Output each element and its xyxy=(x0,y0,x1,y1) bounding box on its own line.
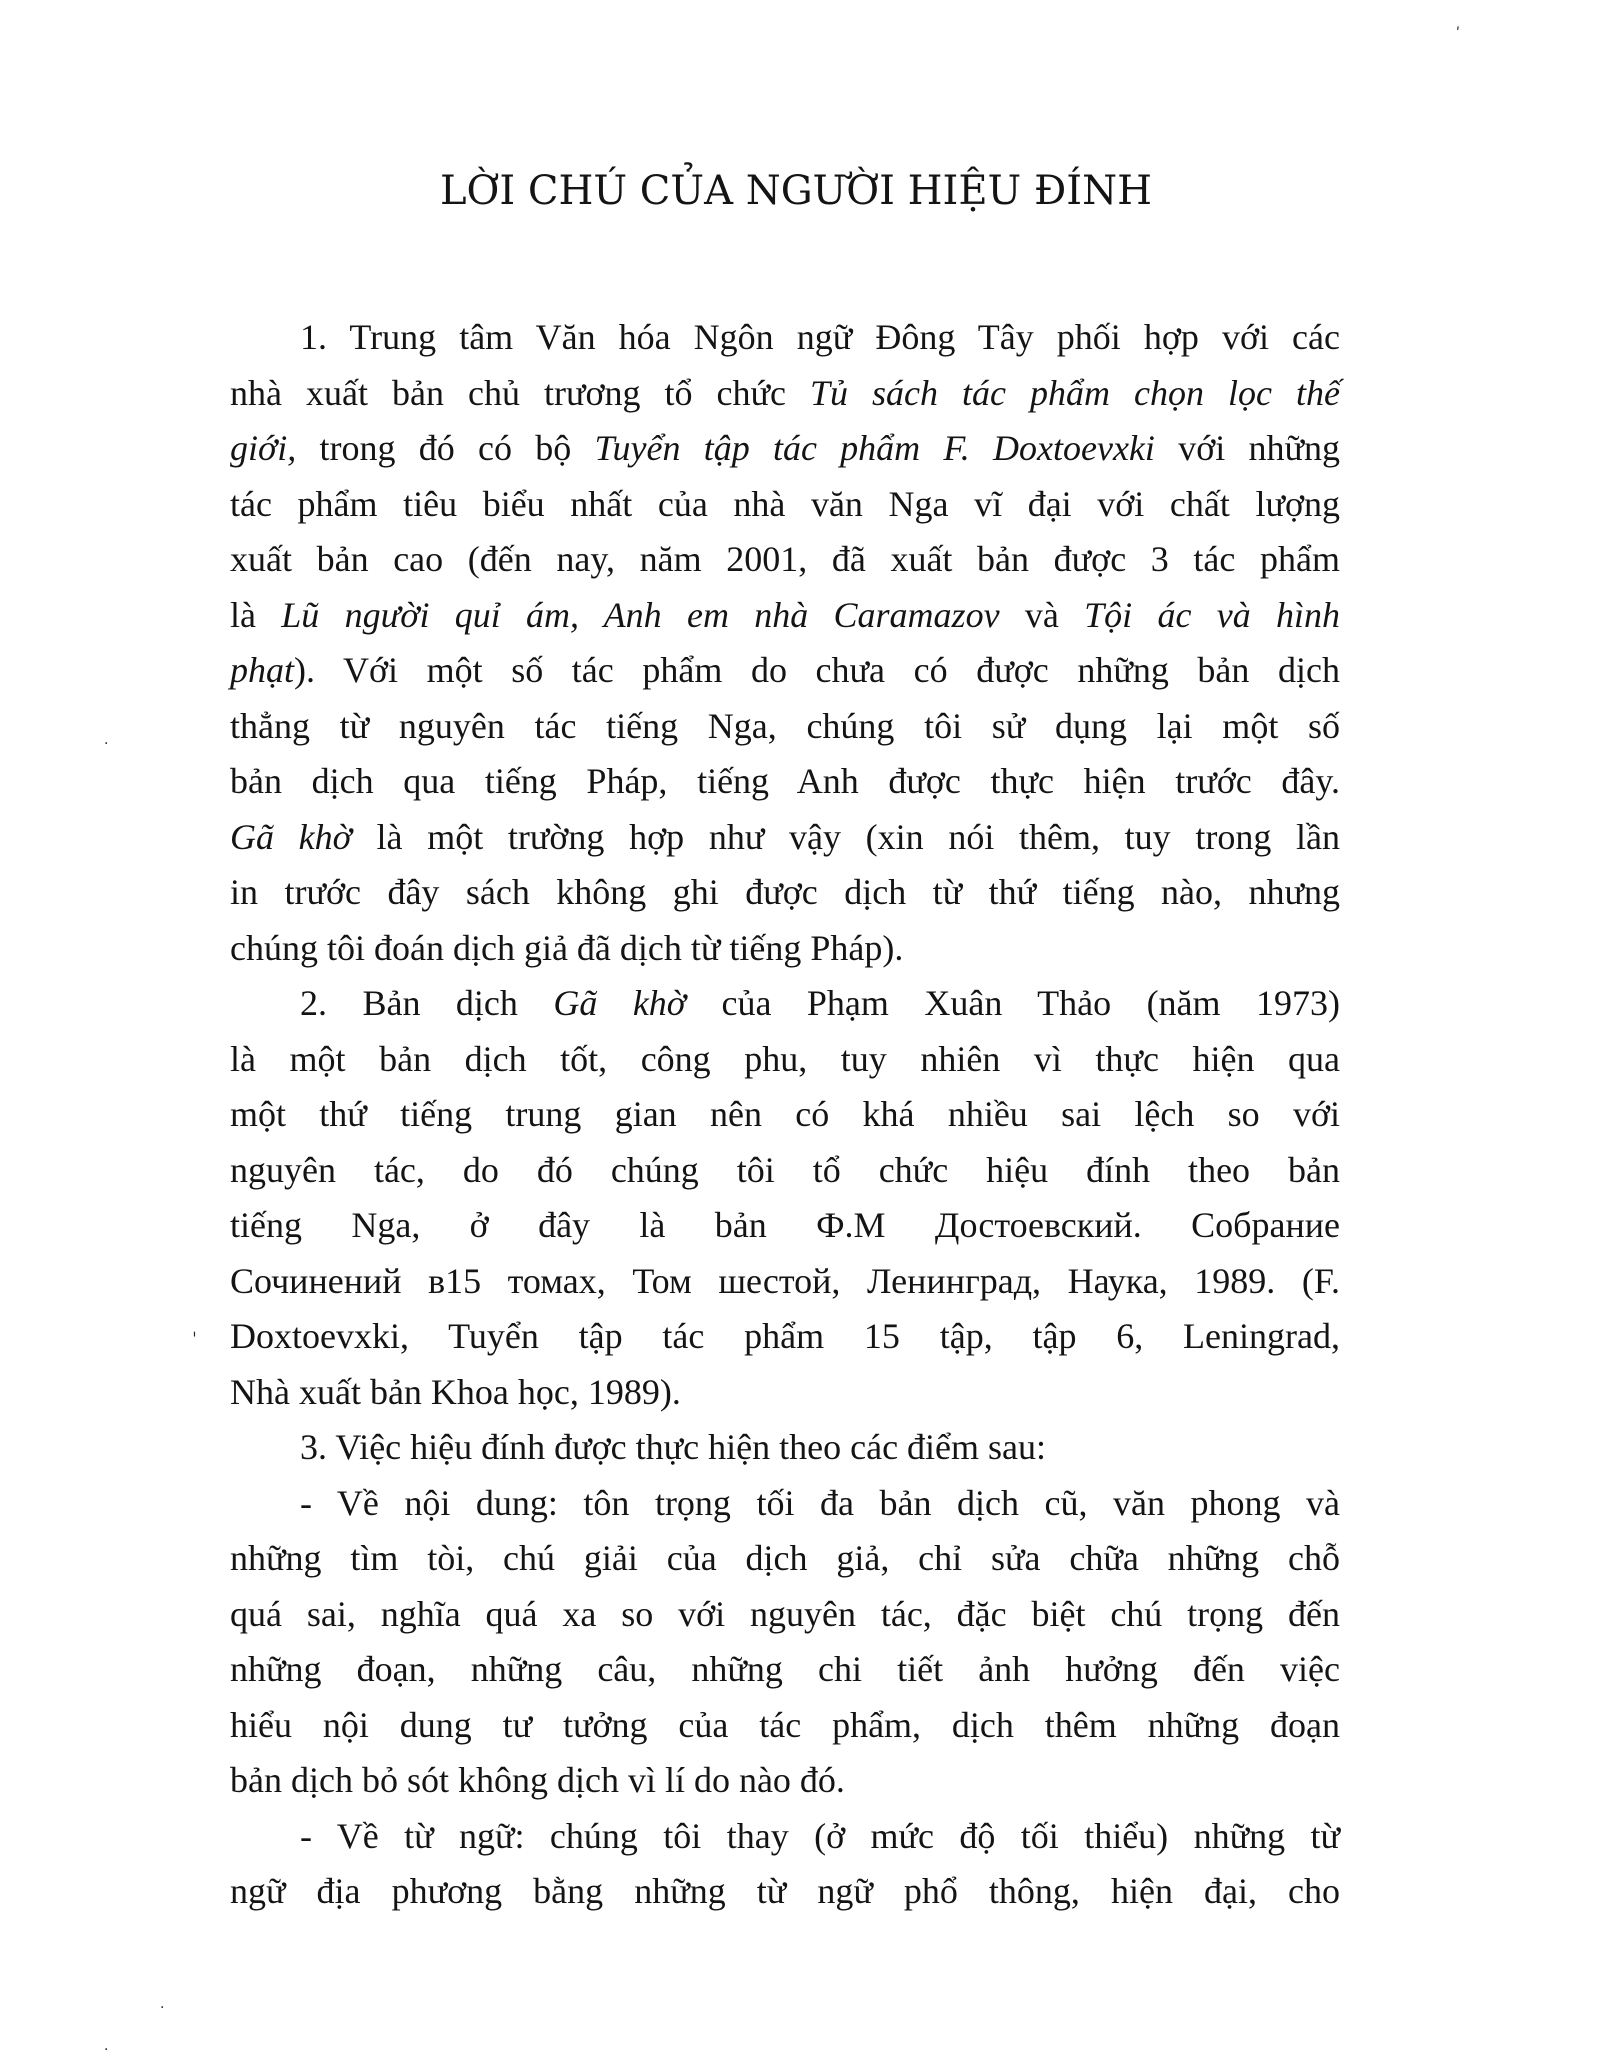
text-line: những đoạn, những câu, những chi tiết ảnh hưởng đến việc xyxy=(230,1649,1340,1689)
page-title: LỜI CHÚ CỦA NGƯỜI HIỆU ĐÍNH xyxy=(440,168,1152,214)
text-line: xuất bản cao (đến nay, năm 2001, đã xuất bản được 3 tác phẩm xyxy=(230,539,1340,579)
text-run: là xyxy=(230,594,282,635)
text-line: một thứ tiếng trung gian nên có khá nhiều sai lệch so với xyxy=(230,1094,1340,1134)
text-line: thẳng từ nguyên tác tiếng Nga, chúng tôi sử dụng lại một số xyxy=(230,705,1340,746)
paragraph-1 xyxy=(230,310,1340,976)
text-run: trong đó có bộ xyxy=(296,428,595,468)
text-line: ngữ địa phương bằng những từ ngữ phổ thông, hiện đại, cho xyxy=(230,1871,1340,1911)
text-line: tác phẩm tiêu biểu nhất của nhà văn Nga vĩ đại với chất lượng xyxy=(230,483,1340,524)
text-run: 2. Bản dịch xyxy=(300,983,554,1023)
text-line: Сочинений в15 томах, Том шестой, Ленинград, Наука, 1989. (F. xyxy=(230,1260,1340,1301)
text-run: của Phạm Xuân Thảo (năm 1973) xyxy=(686,983,1340,1023)
book-series-title: Tủ sách tác phẩm chọn lọc thế xyxy=(810,372,1340,413)
scan-speck: · xyxy=(104,2042,109,2058)
text-line xyxy=(230,643,1340,699)
collection-title: Tuyển tập tác phẩm F. Doxtoevxki xyxy=(594,428,1155,468)
text-line: in trước đây sách không ghi được dịch từ thứ tiếng nào, nhưng xyxy=(230,872,1340,912)
text-line: 1. Trung tâm Văn hóa Ngôn ngữ Đông Tây phối hợp với các xyxy=(300,317,1340,357)
text-line xyxy=(230,588,1340,644)
text-run: và xyxy=(999,594,1085,635)
book-titles: Lũ người quỉ ám, Anh em nhà Caramazov xyxy=(281,594,1000,635)
text-line: những tìm tòi, chú giải của dịch giả, chỉ sửa chữa những chỗ xyxy=(230,1538,1340,1578)
text-run: nhà xuất bản chủ trương tổ chức xyxy=(230,372,810,413)
text-line: hiểu nội dung tư tưởng của tác phẩm, dịch thêm những đoạn xyxy=(230,1704,1340,1745)
book-title-end: phạt xyxy=(230,650,295,690)
book-title: Tội ác và hình xyxy=(1084,594,1340,635)
text-run: là một trường hợp như vậy (xin nói thêm, tuy trong lần xyxy=(351,816,1340,857)
text-line: bản dịch qua tiếng Pháp, tiếng Anh được thực hiện trước đây. xyxy=(230,761,1340,801)
text-line xyxy=(230,421,1340,477)
text-line: bản dịch bỏ sót không dịch vì lí do nào đó. xyxy=(230,1760,845,1800)
text-line xyxy=(230,810,1340,866)
paragraph-2 xyxy=(230,976,1340,1420)
text-line: - Về nội dung: tôn trọng tối đa bản dịch cũ, văn phong và xyxy=(300,1482,1340,1523)
paragraph-3 xyxy=(230,1420,1340,1476)
text-line: là một bản dịch tốt, công phu, tuy nhiên vì thực hiện qua xyxy=(230,1038,1340,1079)
text-line: tiếng Nga, ở đây là bản Ф.М Достоевский. Собрание xyxy=(230,1205,1340,1245)
body-text xyxy=(230,310,1340,1920)
text-line xyxy=(230,366,1340,422)
book-title: Gã khờ xyxy=(553,983,687,1023)
text-line: Nhà xuất bản Khoa học, 1989). xyxy=(230,1371,681,1412)
text-run: với những xyxy=(1154,428,1340,468)
text-run: ). Với một số tác phẩm do chưa có được những bản dịch xyxy=(294,650,1340,690)
text-line: 3. Việc hiệu đính được thực hiện theo các điểm sau: xyxy=(300,1427,1047,1467)
book-title: Gã khờ xyxy=(230,816,352,857)
book-series-title-end: giới, xyxy=(230,428,297,468)
text-line: - Về từ ngữ: chúng tôi thay (ở mức độ tối thiểu) những từ xyxy=(300,1815,1340,1856)
scan-speck: · xyxy=(160,2000,165,2016)
text-line: nguyên tác, do đó chúng tôi tổ chức hiệu đính theo bản xyxy=(230,1149,1340,1190)
text-line: chúng tôi đoán dịch giả đã dịch từ tiếng Pháp). xyxy=(230,927,904,968)
paragraph-5 xyxy=(230,1809,1340,1920)
paragraph-4 xyxy=(230,1476,1340,1809)
text-line: Doxtoevxki, Tuyển tập tác phẩm 15 tập, tập 6, Leningrad, xyxy=(230,1316,1340,1356)
scan-speck: · xyxy=(104,736,109,752)
text-line xyxy=(230,976,1340,1032)
scan-speck: ʹ xyxy=(1456,26,1460,42)
text-line: quá sai, nghĩa quá xa so với nguyên tác, đặc biệt chú trọng đến xyxy=(230,1593,1340,1634)
scan-speck: ˌ xyxy=(192,1318,197,1339)
